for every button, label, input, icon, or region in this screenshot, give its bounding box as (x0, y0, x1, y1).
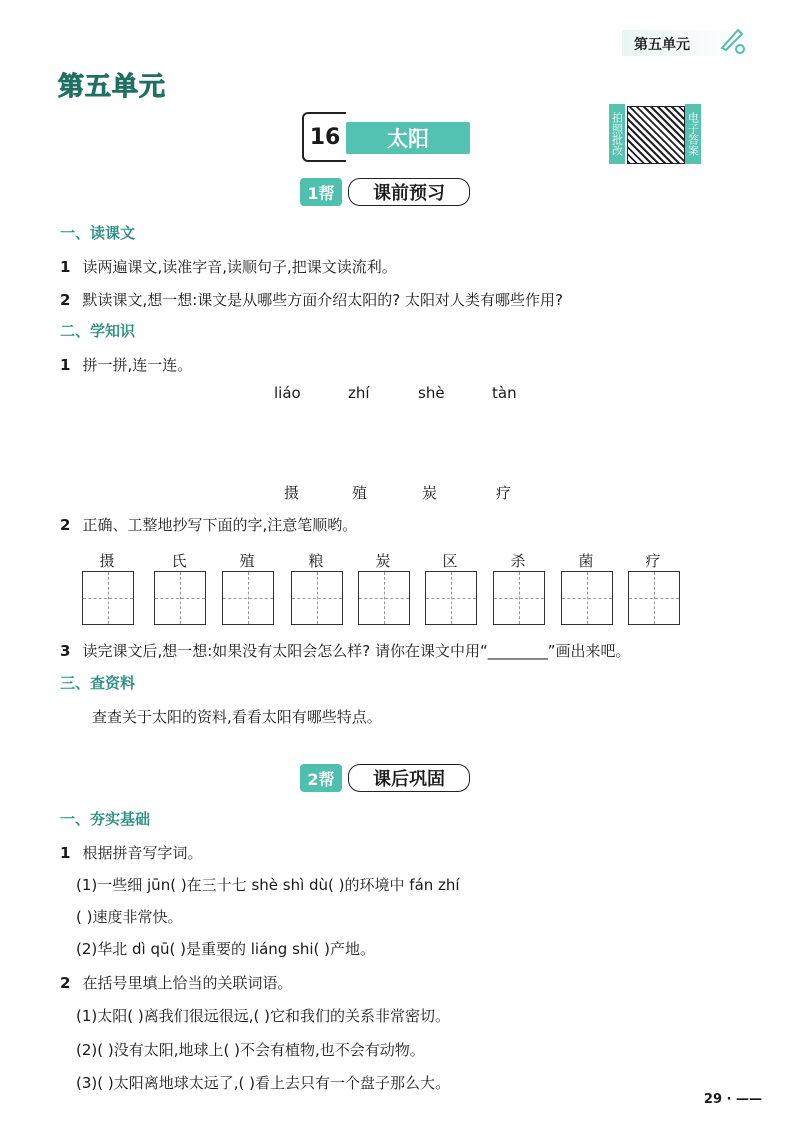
research-text: 查查关于太阳的资料,看看太阳有哪些特点。 (92, 708, 382, 726)
question-think: 3 读完课文后,想一想:如果没有太阳会怎么样? 请你在课文中用“________”画出来吧。 (60, 642, 631, 660)
section-basics: 一、夯实基础 (60, 810, 151, 828)
question-match: 1 拼一拼,连一连。 (60, 356, 193, 374)
hanzi-item: 疗 (496, 484, 512, 502)
writing-grid-cell[interactable] (222, 571, 274, 625)
question-copy: 2 正确、工整地抄写下面的字,注意笔顺哟。 (60, 516, 358, 534)
writing-grid-cell[interactable] (358, 571, 410, 625)
exercise-2-2[interactable]: (2)( )没有太阳,地球上( )不会有植物,也不会有动物。 (76, 1041, 425, 1059)
writing-grid-cell[interactable] (291, 571, 343, 625)
section-read-text: 一、读课文 (60, 224, 136, 242)
writing-grid-cell[interactable] (493, 571, 545, 625)
writing-grid-cell[interactable] (82, 571, 134, 625)
part2-tag: 2帮 (300, 764, 342, 792)
page-number: 29 · —— (703, 1092, 762, 1107)
exercise-2-3[interactable]: (3)( )太阳离地球太远了,( )看上去只有一个盘子那么大。 (76, 1074, 450, 1092)
pinyin-item: tàn (492, 384, 517, 402)
exercise-1-1[interactable]: (1)一些细 jūn( )在三十七 shè shì dù( )的环境中 fán zhí (76, 876, 460, 894)
part2-label: 课后巩固 (348, 764, 470, 792)
writing-grid-cell[interactable] (561, 571, 613, 625)
pinyin-item: zhí (348, 384, 370, 402)
pinyin-item: shè (418, 384, 445, 402)
question-2: 2 默读课文,想一想:课文是从哪些方面介绍太阳的? 太阳对人类有哪些作用? (60, 291, 563, 309)
section-research: 三、查资料 (60, 674, 136, 692)
writing-grid-cell[interactable] (628, 571, 680, 625)
hanzi-item: 摄 (284, 484, 300, 502)
qr-right-label: 电子答案 (685, 104, 701, 164)
part1-tag: 1帮 (300, 178, 342, 206)
hanzi-item: 殖 (352, 484, 368, 502)
exercise-2-1[interactable]: (1)太阳( )离我们很远很远,( )它和我们的关系非常密切。 (76, 1007, 450, 1025)
copy-char: 殖 (239, 552, 255, 570)
unit-header-tab (622, 30, 752, 56)
copy-char: 疗 (645, 552, 661, 570)
question-conjunction: 2 在括号里填上恰当的关联词语。 (60, 974, 293, 992)
hanzi-item: 炭 (422, 484, 438, 502)
copy-char: 粮 (308, 552, 324, 570)
exercise-1-1b[interactable]: ( )速度非常快。 (76, 908, 183, 926)
question-1: 1 读两遍课文,读准字音,读顺句子,把课文读流利。 (60, 258, 397, 276)
unit-title: 第五单元 (58, 72, 167, 102)
writing-grid-cell[interactable] (425, 571, 477, 625)
copy-char: 区 (442, 552, 458, 570)
copy-char: 炭 (375, 552, 391, 570)
lesson-number: 16 (302, 112, 346, 162)
section-learn: 二、学知识 (60, 322, 136, 340)
copy-char: 菌 (578, 552, 594, 570)
copy-char: 摄 (99, 552, 115, 570)
question-pinyin-write: 1 根据拼音写字词。 (60, 844, 203, 862)
lesson-title-box (302, 112, 472, 162)
copy-char: 杀 (510, 552, 526, 570)
copy-char: 氏 (171, 552, 187, 570)
exercise-1-2[interactable]: (2)华北 dì qū( )是重要的 liáng shi( )产地。 (76, 940, 376, 958)
part1-label: 课前预习 (348, 178, 470, 206)
pinyin-item: liáo (274, 384, 301, 402)
unit-header-label: 第五单元 (634, 37, 690, 53)
pen-ink-icon (718, 24, 748, 54)
qr-code-panel[interactable] (609, 104, 700, 164)
lesson-name: 太阳 (346, 122, 470, 154)
writing-grid-cell[interactable] (154, 571, 206, 625)
qr-code-icon[interactable] (627, 106, 685, 164)
qr-left-label: 拍照批改 (609, 104, 625, 164)
